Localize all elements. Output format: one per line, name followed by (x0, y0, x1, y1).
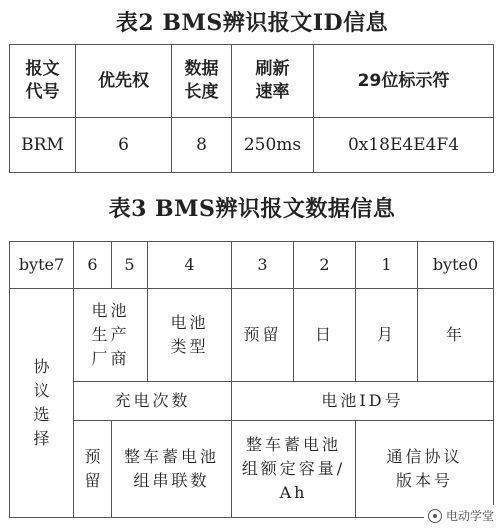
header-message-code: 报文 代号 (10, 45, 76, 118)
bms-id-table (9, 44, 494, 173)
byte4-cell: 4 (148, 242, 232, 289)
byte5-cell: 5 (112, 242, 148, 289)
cell-identifier: 0x18E4E4F4 (314, 118, 494, 173)
bms-data-table (9, 241, 494, 518)
header-29bit-identifier: 29位标示符 (314, 45, 494, 118)
byte2-cell: 2 (294, 242, 356, 289)
header-priority: 优先权 (76, 45, 172, 118)
battery-manufacturer-cell: 电池 生产 厂商 (74, 289, 148, 382)
battery-type-cell: 电池 类型 (148, 289, 232, 382)
protocol-select-cell: 协 议 选 择 (10, 289, 74, 518)
cell-data-length: 8 (172, 118, 232, 173)
month-cell: 月 (356, 289, 418, 382)
wechat-icon (428, 509, 442, 523)
battery-id-cell: 电池ID号 (232, 382, 494, 421)
series-count-cell: 整车蓄电池 组串联数 (112, 421, 232, 518)
rated-capacity-cell: 整车蓄电池 组额定容量/ Ah (232, 421, 356, 518)
byte7-cell: byte7 (10, 242, 74, 289)
cell-priority: 6 (76, 118, 172, 173)
table2-title: 表2 BMS辨识报文ID信息 (115, 10, 389, 36)
protocol-version-cell: 通信协议 版本号 (356, 421, 494, 518)
byte6-cell: 6 (74, 242, 112, 289)
year-cell: 年 (418, 289, 494, 382)
reserved-bits-cell: 预 留 (74, 421, 112, 518)
reserved-cell: 预留 (232, 289, 294, 382)
header-data-length: 数据 长度 (172, 45, 232, 118)
day-cell: 日 (294, 289, 356, 382)
cell-message-code: BRM (10, 118, 76, 173)
byte0-cell: byte0 (418, 242, 494, 289)
watermark (424, 505, 498, 526)
byte3-cell: 3 (232, 242, 294, 289)
cell-refresh-rate: 250ms (232, 118, 314, 173)
table3-title: 表3 BMS辨识报文数据信息 (108, 196, 396, 222)
charge-count-cell: 充电次数 (74, 382, 232, 421)
byte1-cell: 1 (356, 242, 418, 289)
watermark-text: 电动学堂 (445, 509, 494, 523)
header-refresh-rate: 刷新 速率 (232, 45, 314, 118)
